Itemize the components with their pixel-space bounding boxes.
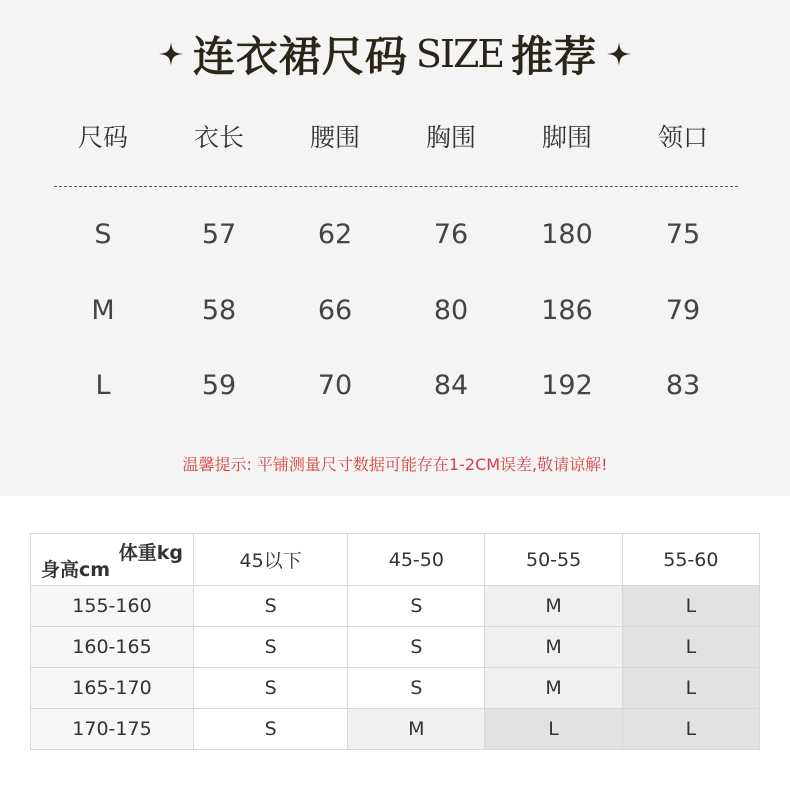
- table-row: [31, 709, 760, 750]
- cell: 59: [201, 370, 237, 401]
- size-recommendation-table: [30, 533, 760, 750]
- title-main: 连衣裙尺码: [192, 32, 408, 81]
- header-waist: 腰围: [309, 123, 360, 152]
- sparkle-icon: [607, 42, 631, 66]
- cell: 58: [201, 295, 237, 326]
- weight-header: 55-60: [622, 534, 759, 586]
- header-length: 衣长: [193, 123, 244, 152]
- corner-cell: [31, 534, 194, 586]
- size-row: [45, 215, 741, 255]
- weight-header: 45以下: [194, 534, 348, 586]
- weight-header: 50-55: [485, 534, 622, 586]
- height-label: 155-160: [31, 586, 194, 627]
- table-row: [31, 668, 760, 709]
- height-label: 170-175: [31, 709, 194, 750]
- size-cell: S: [348, 586, 485, 627]
- weight-header: 45-50: [348, 534, 485, 586]
- page-title: [0, 22, 790, 86]
- height-label: 165-170: [31, 668, 194, 709]
- size-cell: S: [348, 668, 485, 709]
- cell: 62: [317, 219, 353, 250]
- header-bust: 胸围: [425, 123, 476, 152]
- cell: 186: [541, 295, 593, 326]
- size-cell: L: [622, 586, 759, 627]
- cell: S: [94, 219, 112, 250]
- size-cell: M: [348, 709, 485, 750]
- cell: 80: [433, 295, 469, 326]
- size-cell: S: [194, 627, 348, 668]
- header-hem: 脚围: [541, 123, 592, 152]
- cell: 70: [317, 370, 353, 401]
- cell: 66: [317, 295, 353, 326]
- size-cell: M: [485, 627, 622, 668]
- size-cell: L: [485, 709, 622, 750]
- height-label: 160-165: [31, 627, 194, 668]
- cell: 192: [541, 370, 593, 401]
- table-row: [31, 586, 760, 627]
- size-cell: S: [348, 627, 485, 668]
- cell: L: [95, 370, 111, 401]
- cell: 57: [201, 219, 237, 250]
- size-cell: S: [194, 709, 348, 750]
- sparkle-icon: [159, 42, 183, 66]
- title-recommend: 推荐: [511, 32, 598, 81]
- size-row: [45, 366, 741, 406]
- title-size-word: SIZE: [415, 32, 504, 76]
- header-neckline: 领口: [657, 123, 708, 152]
- table-row: [31, 627, 760, 668]
- header-size: 尺码: [77, 123, 128, 152]
- cell: 180: [541, 219, 593, 250]
- size-chart-header: [45, 118, 741, 158]
- size-cell: L: [622, 668, 759, 709]
- size-cell: L: [622, 627, 759, 668]
- measurement-note: 温馨提示: 平铺测量尺寸数据可能存在1-2CM误差,敬请谅解!: [182, 455, 608, 474]
- size-cell: S: [194, 668, 348, 709]
- size-cell: M: [485, 586, 622, 627]
- cell: 75: [665, 219, 701, 250]
- cell: 83: [665, 370, 701, 401]
- cell: M: [91, 295, 115, 326]
- cell: 76: [433, 219, 469, 250]
- dashed-divider: [54, 186, 738, 187]
- size-row: [45, 291, 741, 331]
- size-cell: S: [194, 586, 348, 627]
- size-cell: L: [622, 709, 759, 750]
- height-axis-label: 身高cm: [41, 559, 111, 581]
- weight-axis-label: 体重kg: [118, 542, 183, 564]
- size-cell: M: [485, 668, 622, 709]
- cell: 79: [665, 295, 701, 326]
- table-header-row: [31, 534, 760, 586]
- cell: 84: [433, 370, 469, 401]
